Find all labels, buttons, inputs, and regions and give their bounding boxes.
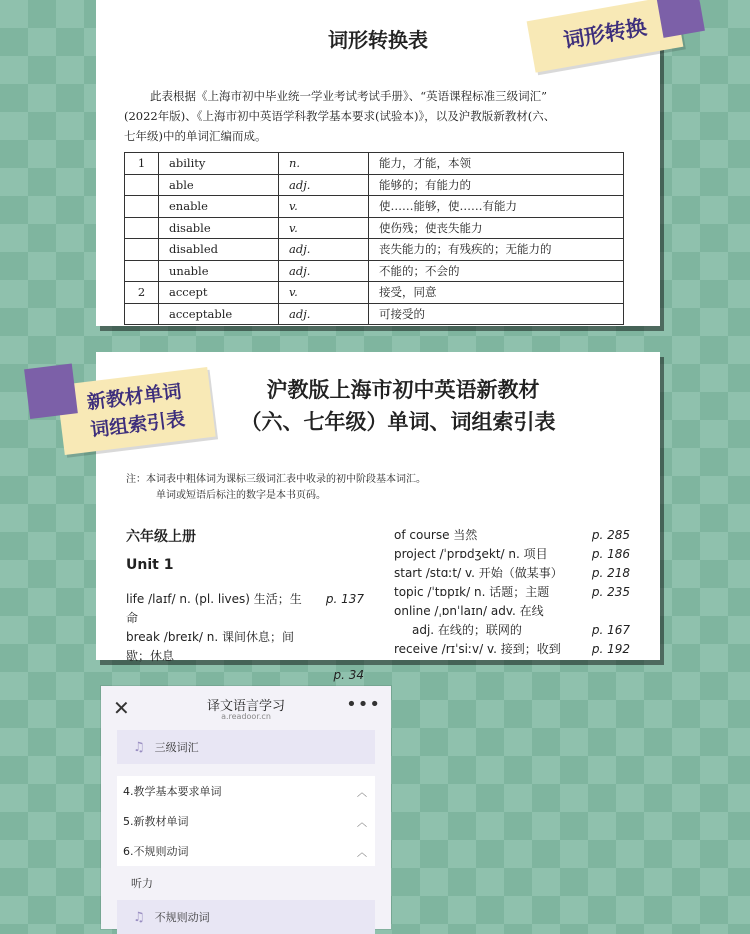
close-icon[interactable]: ✕ [113, 696, 130, 720]
menu-item-new-textbook[interactable] [117, 806, 375, 836]
menu-item-requirements[interactable] [117, 776, 375, 806]
word-cell: acceptable [159, 303, 279, 325]
sub-item-label: 三级词汇 [154, 741, 199, 754]
entry-page: p. 218 [591, 566, 630, 580]
sticker-label: 词形转换 [561, 14, 649, 54]
menu-item-label: 6.不规则动词 [123, 845, 189, 858]
index-entry [126, 628, 364, 685]
pos-cell: n. [279, 153, 369, 175]
row-number [125, 260, 159, 282]
index-entry [126, 590, 364, 628]
chevron-up-icon: ︿ [357, 787, 367, 799]
sub-item-level3-vocab[interactable] [117, 730, 375, 764]
meaning-cell: 能够的；有能力的 [369, 174, 624, 196]
entry-page: p. 137 [325, 592, 364, 606]
word-cell: ability [159, 153, 279, 175]
entry-page: p. 285 [591, 528, 630, 542]
menu-item-listening[interactable] [117, 866, 375, 900]
page-subtitle: （六、七年级）单词、词组索引表 [240, 409, 556, 434]
pos-cell: v. [279, 282, 369, 304]
pos-cell: adj. [279, 174, 369, 196]
entry-text: project /ˈprɒdʒekt/ n. 项目 [394, 547, 548, 561]
entry-page: p. 192 [591, 642, 630, 656]
pos-cell: adj. [279, 239, 369, 261]
entry-text: of course 当然 [394, 528, 478, 542]
entry-text: life /laɪf/ n. (pl. lives) 生活；生命 [126, 592, 302, 625]
meaning-cell: 不能的；不会的 [369, 260, 624, 282]
page-title: 词形转换表 [328, 28, 428, 52]
table-row [125, 153, 624, 175]
app-url: a.readoor.cn [221, 712, 271, 721]
entry-text: topic /ˈtɒpɪk/ n. 话题；主题 [394, 585, 550, 599]
index-entry [394, 621, 630, 640]
row-number: 1 [125, 153, 159, 175]
table-row [125, 217, 624, 239]
note-text [126, 472, 626, 504]
intro-line: 此表根据《上海市初中毕业统一学业考试考试手册》、“英语课程标准三级词汇” [150, 89, 548, 103]
meaning-cell: 使……能够，使……有能力 [369, 196, 624, 218]
sub-item-irregular-verbs[interactable] [117, 900, 375, 934]
index-entry [394, 583, 630, 602]
music-note-icon: ♫ [133, 909, 145, 925]
chevron-up-icon: ︿ [357, 847, 367, 859]
menu-item-irregular-verbs[interactable] [117, 836, 375, 866]
word-cell: disable [159, 217, 279, 239]
row-number [125, 217, 159, 239]
menu-list [117, 730, 375, 934]
menu-item-label: 5.新教材单词 [123, 815, 189, 828]
row-number: 2 [125, 282, 159, 304]
row-number [125, 196, 159, 218]
index-left-column [126, 526, 364, 706]
music-note-icon: ♫ [133, 739, 145, 755]
meaning-cell: 接受，同意 [369, 282, 624, 304]
table-row [125, 282, 624, 304]
menu-item-label: 听力 [131, 877, 153, 890]
sticker-label: 词组索引表 [89, 408, 187, 442]
chevron-up-icon: ︿ [357, 817, 367, 829]
menu-item-label: 4.教学基本要求单词 [123, 785, 222, 798]
row-number [125, 303, 159, 325]
intro-line: 七年级)中的单词汇编而成。 [124, 129, 267, 143]
index-entry [394, 526, 630, 545]
meaning-cell: 可接受的 [369, 303, 624, 325]
pos-cell: v. [279, 217, 369, 239]
sub-item-label: 不规则动词 [154, 911, 210, 924]
meaning-cell: 丧失能力的；有残疾的；无能力的 [369, 239, 624, 261]
word-cell: able [159, 174, 279, 196]
index-entry [394, 545, 630, 564]
sticker-label: 新教材单词 [85, 380, 183, 414]
pos-cell: v. [279, 196, 369, 218]
word-cell: enable [159, 196, 279, 218]
page-title: 沪教版上海市初中英语新教材 [266, 377, 540, 402]
entry-page: p. 235 [591, 585, 630, 599]
index-entry [394, 640, 630, 659]
app-header [101, 686, 391, 730]
table-row [125, 303, 624, 325]
index-entry [394, 602, 630, 621]
entry-text: start /stɑːt/ v. 开始（做某事） [394, 566, 563, 580]
intro-paragraph [124, 86, 646, 146]
entry-page: p. 34 [333, 668, 364, 682]
unit-heading: Unit 1 [126, 557, 174, 573]
entry-page: p. 186 [591, 547, 630, 561]
entry-text: receive /rɪˈsiːv/ v. 接到；收到 [394, 642, 561, 656]
table-row [125, 239, 624, 261]
note-line: 单词或短语后标注的数字是本书页码。 [156, 490, 326, 501]
more-icon[interactable]: ••• [346, 694, 381, 715]
table-row [125, 196, 624, 218]
entry-page: p. 167 [591, 623, 630, 637]
entry-text: online /ˌɒnˈlaɪn/ adv. 在线 [394, 604, 544, 618]
index-right-column [394, 526, 630, 659]
pos-cell: adj. [279, 260, 369, 282]
note-line: 注：本词表中粗体词为课标三级词汇表中收录的初中阶段基本词汇。 [126, 474, 426, 485]
word-cell: accept [159, 282, 279, 304]
meaning-cell: 使伤残；使丧失能力 [369, 217, 624, 239]
table-row [125, 260, 624, 282]
word-cell: unable [159, 260, 279, 282]
word-cell: disabled [159, 239, 279, 261]
row-number [125, 239, 159, 261]
entry-text: break /breɪk/ n. 课间休息；间歇；休息 [126, 630, 295, 663]
intro-line: (2022年版)、《上海市初中英语学科教学基本要求(试验本)》，以及沪教版新教材(六、 [124, 109, 556, 123]
entry-text: adj. 在线的；联网的 [412, 623, 522, 637]
row-number [125, 174, 159, 196]
word-form-table [124, 152, 624, 325]
phone-screen [101, 686, 391, 929]
grade-heading: 六年级上册 [126, 529, 196, 545]
pos-cell: adj. [279, 303, 369, 325]
index-entry [394, 564, 630, 583]
app-title: 译文语言学习 [206, 699, 285, 714]
table-row [125, 174, 624, 196]
meaning-cell: 能力，才能，本领 [369, 153, 624, 175]
